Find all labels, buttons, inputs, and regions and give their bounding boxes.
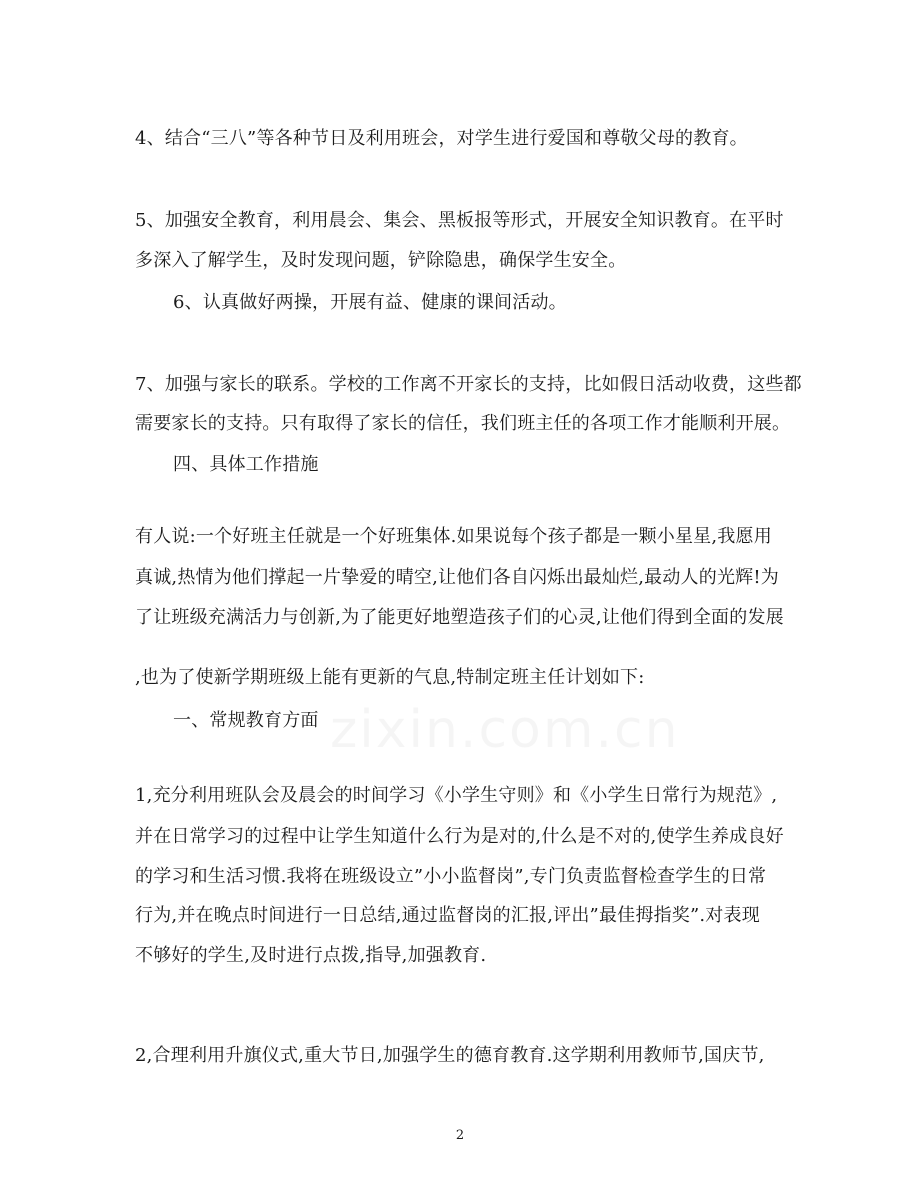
paragraph-line: 7、加强与家长的联系。学校的工作离不开家长的支持，比如假日活动收费，这些都	[135, 374, 802, 395]
paragraph-line: 不够好的学生,及时进行点拨,指导,加强教育.	[135, 945, 487, 966]
paragraph-line: 多深入了解学生，及时发现问题，铲除隐患，确保学生安全。	[135, 250, 627, 271]
paragraph-line: 需要家长的支持。只有取得了家长的信任，我们班主任的各项工作才能顺利开展。	[135, 413, 791, 434]
paragraph-line: 真诚,热情为他们撑起一片挚爱的晴空,让他们各自闪烁出最灿烂,最动人的光辉!为	[135, 567, 779, 588]
paragraph-line: ,也为了使新学期班级上能有更新的气息,特制定班主任计划如下:	[135, 667, 645, 688]
paragraph-line: 5、加强安全教育，利用晨会、集会、黑板报等形式，开展安全知识教育。在平时	[135, 210, 784, 231]
paragraph-line: 了让班级充满活力与创新,为了能更好地塑造孩子们的心灵,让他们得到全面的发展	[135, 607, 784, 628]
page-number: 2	[455, 1128, 465, 1143]
paragraph-line: 6、认真做好两操，开展有益、健康的课间活动。	[173, 292, 567, 313]
paragraph-line: 的学习和生活习惯.我将在班级设立”小小监督岗”,专门负责监督检查学生的日常	[135, 866, 767, 887]
section-heading: 四、具体工作措施	[173, 454, 319, 475]
paragraph-line: 并在日常学习的过程中让学生知道什么行为是对的,什么是不对的,使学生养成良好	[135, 826, 784, 847]
paragraph-line: 2,合理利用升旗仪式,重大节日,加强学生的德育教育.这学期利用教师节,国庆节,	[135, 1045, 765, 1066]
section-heading: 一、常规教育方面	[173, 710, 319, 731]
paragraph-line: 4、结合“三八”等各种节日及利用班会，对学生进行爱国和尊敬父母的教育。	[135, 128, 748, 149]
paragraph-line: 1,充分利用班队会及晨会的时间学习《小学生守则》和《小学生日常行为规范》,	[135, 785, 778, 806]
paragraph-line: 有人说:一个好班主任就是一个好班集体.如果说每个孩子都是一颗小星星,我愿用	[135, 526, 772, 547]
paragraph-line: 行为,并在晚点时间进行一日总结,通过监督岗的汇报,评出”最佳拇指奖”.对表现	[135, 905, 760, 926]
